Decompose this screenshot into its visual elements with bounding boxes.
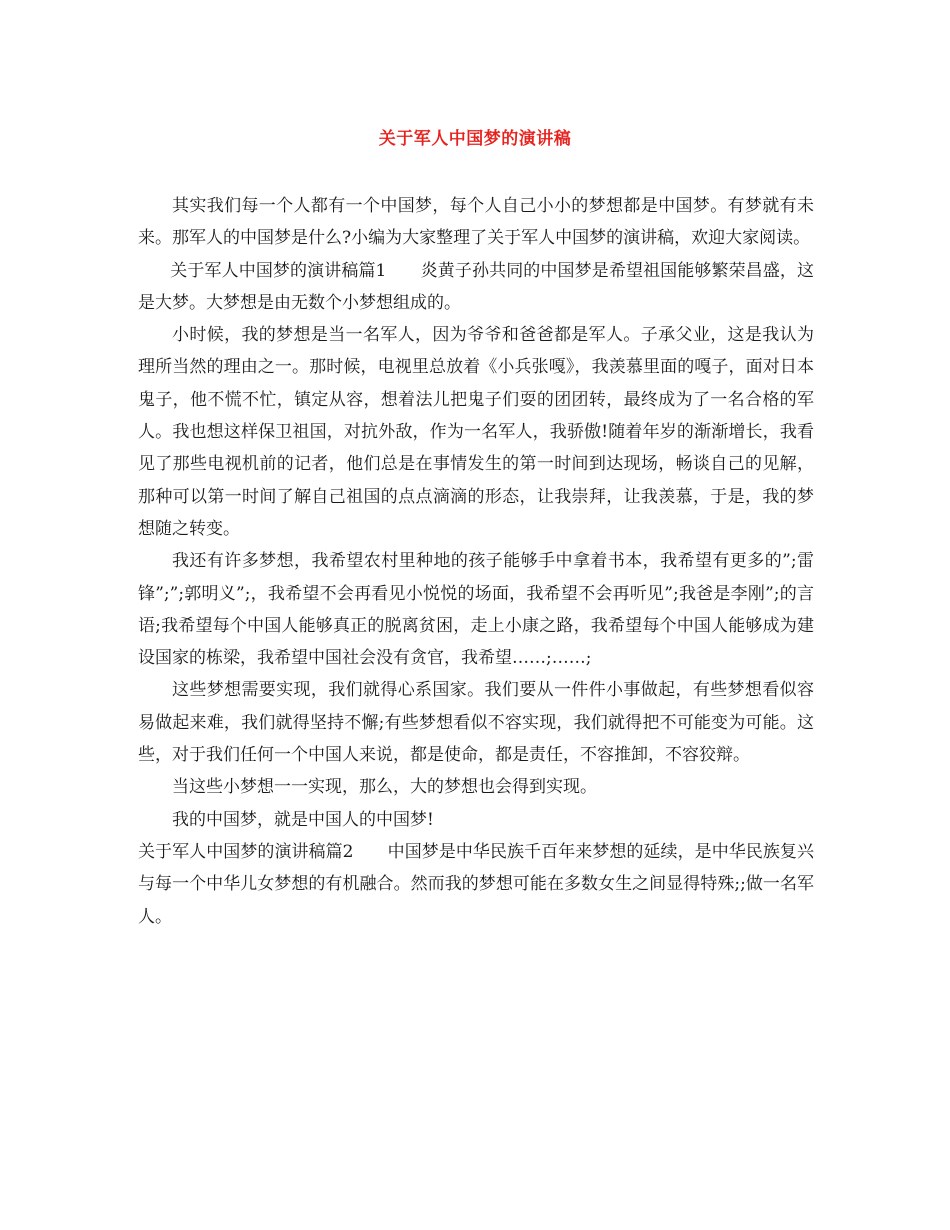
document-body: [138, 190, 814, 933]
document-title: 关于军人中国梦的演讲稿: [378, 129, 572, 149]
paragraph-small-dreams: 当这些小梦想一一实现，那么，大的梦想也会得到实现。: [172, 777, 597, 798]
paragraph-intro: 其实我们每一个人都有一个中国梦，每个人自己小小的梦想都是中国梦。有梦就有未来。那军人的中国梦是什么?小编为大家整理了关于军人中国梦的演讲稿，欢迎大家阅读。: [138, 196, 814, 249]
paragraph-realize-dreams: 这些梦想需要实现，我们就得心系国家。我们要从一件件小事做起，有些梦想看似容易做起来难，我们就得坚持不懈;有些梦想看似不容实现，我们就得把不可能变为可能。这些，对于我们任何一个中国人来说，都是使命，都是责任，不容推卸，不容狡辩。: [138, 680, 814, 766]
paragraph-section-2-heading: 关于军人中国梦的演讲稿篇2 中国梦是中华民族千百年来梦想的延续，是中华民族复兴与每一个中华儿女梦想的有机融合。然而我的梦想可能在多数女生之间显得特殊;;做一名军人。: [138, 841, 814, 927]
paragraph-many-dreams: 我还有许多梦想，我希望农村里种地的孩子能够手中拿着书本，我希望有更多的”;雷锋”;”;郭明义”;，我希望不会再看见小悦悦的场面，我希望不会再听见”;我爸是李刚”;的言语;我希望每个中国人能够真正的脱离贫困，走上小康之路，我希望每个中国人能够成为建设国家的栋梁，我希望中国社会没有贪官，我希望……;……;: [138, 551, 814, 669]
paragraph-section-1-heading: 关于军人中国梦的演讲稿篇1 炎黄子孙共同的中国梦是希望祖国能够繁荣昌盛，这是大梦。大梦想是由无数个小梦想组成的。: [138, 260, 814, 313]
paragraph-my-china-dream: 我的中国梦，就是中国人的中国梦!: [172, 809, 434, 830]
paragraph-childhood-dream: 小时候，我的梦想是当一名军人，因为爷爷和爸爸都是军人。子承父业，这是我认为理所当然的理由之一。那时候，电视里总放着《小兵张嘎》，我羡慕里面的嘎子，面对日本鬼子，他不慌不忙，镇定从容，想着法儿把鬼子们耍的团团转，最终成为了一名合格的军人。我也想这样保卫祖国，对抗外敌，作为一名军人，我骄傲!随着年岁的渐渐增长，我看见了那些电视机前的记者，他们总是在事情发生的第一时间到达现场，畅谈自己的见解，那种可以第一时间了解自己祖国的点点滴滴的形态，让我崇拜，让我羡慕，于是，我的梦想随之转变。: [138, 325, 814, 539]
